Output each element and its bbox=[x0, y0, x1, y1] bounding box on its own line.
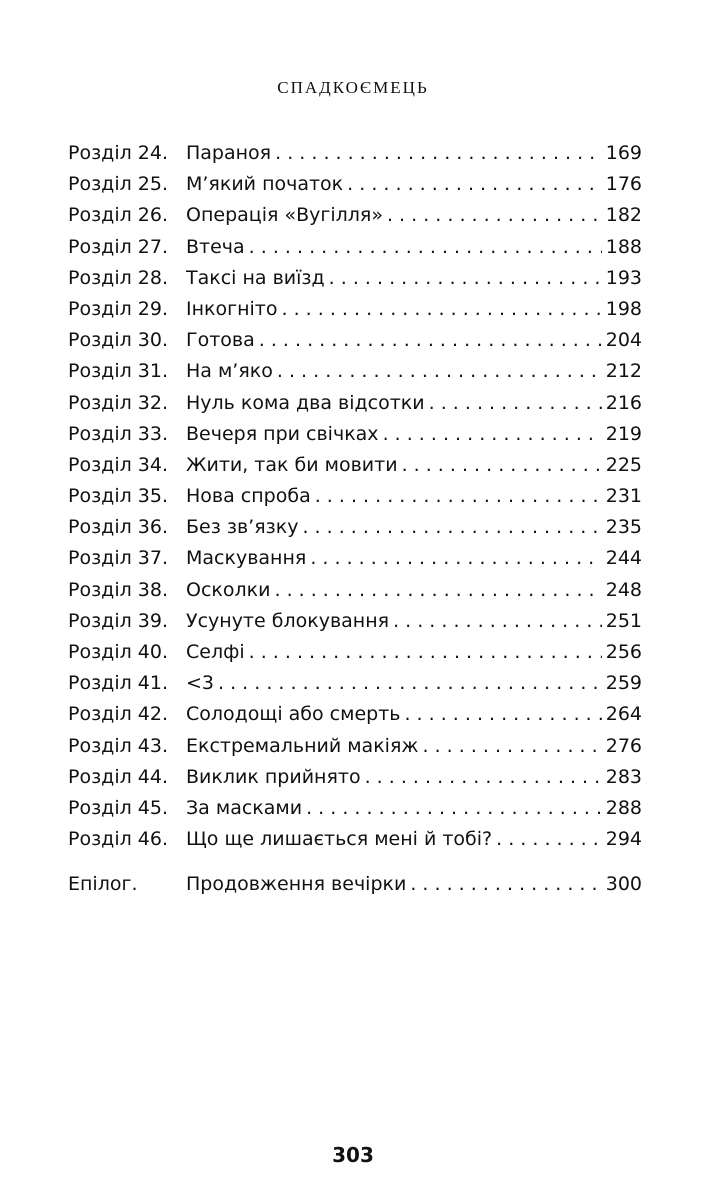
toc-entry bbox=[68, 360, 642, 391]
dot-leader bbox=[410, 873, 601, 895]
dot-leader bbox=[277, 360, 602, 382]
dot-leader bbox=[274, 579, 601, 601]
toc-entry-title: Нова спроба bbox=[186, 485, 311, 508]
toc-entry-label: Розділ 37. bbox=[68, 547, 169, 570]
toc-entry bbox=[68, 828, 642, 859]
toc-entry-label: Розділ 31. bbox=[68, 360, 169, 383]
toc-entry-label: Розділ 46. bbox=[68, 828, 169, 851]
toc-entry bbox=[68, 797, 642, 828]
toc-entry-label: Розділ 28. bbox=[68, 266, 169, 289]
toc-entry-title: М’який початок bbox=[186, 173, 344, 196]
toc-entry-page: 300 bbox=[605, 873, 642, 896]
toc-entry-page: 294 bbox=[605, 828, 642, 851]
toc-entry-page: 212 bbox=[605, 360, 642, 383]
toc-entry-title: Вечеря при свічках bbox=[186, 422, 379, 445]
toc-entry bbox=[68, 236, 642, 267]
toc-entry-title: Операція «Вугілля» bbox=[186, 204, 383, 227]
dot-leader bbox=[259, 329, 602, 351]
toc-entry bbox=[68, 579, 642, 610]
toc-entry-title: Продовження вечірки bbox=[186, 873, 407, 896]
toc-entry-title: Осколки bbox=[186, 578, 271, 601]
toc-entry-label: Розділ 25. bbox=[68, 173, 169, 196]
toc-entry-epilogue bbox=[68, 873, 642, 904]
toc-entry-title: <3 bbox=[186, 672, 215, 695]
toc-entry-title: Без зв’язку bbox=[186, 516, 299, 539]
toc-entry bbox=[68, 766, 642, 797]
dot-leader bbox=[347, 173, 602, 195]
toc-entry bbox=[68, 516, 642, 547]
toc-entry-label: Розділ 39. bbox=[68, 609, 169, 632]
toc-entry-page: 276 bbox=[605, 734, 642, 757]
toc-entry bbox=[68, 392, 642, 423]
toc-entry-title: Маскування bbox=[186, 547, 307, 570]
toc-entry-label: Розділ 44. bbox=[68, 765, 169, 788]
toc-entry-label: Розділ 45. bbox=[68, 796, 169, 819]
toc-entry-label: Розділ 24. bbox=[68, 142, 169, 164]
toc-entry-title: Екстремальний макіяж bbox=[186, 734, 419, 757]
toc-entry bbox=[68, 267, 642, 298]
toc-entry bbox=[68, 672, 642, 703]
toc-entry-page: 225 bbox=[605, 453, 642, 476]
toc-entry-title: Таксі на виїзд bbox=[186, 266, 325, 289]
dot-leader bbox=[282, 298, 602, 320]
dot-leader bbox=[404, 703, 601, 725]
page-number: 303 bbox=[332, 1143, 374, 1167]
dot-leader bbox=[249, 641, 602, 663]
toc-entry bbox=[68, 641, 642, 672]
dot-leader bbox=[393, 610, 602, 632]
toc-entry-title: На м’яко bbox=[186, 360, 273, 383]
toc-entry-page: 169 bbox=[605, 142, 642, 164]
toc-entry-page: 176 bbox=[605, 173, 642, 196]
toc-entry-title: Готова bbox=[186, 329, 255, 352]
toc-entry-label: Розділ 41. bbox=[68, 672, 169, 695]
toc-entry-title: Що ще лишається мені й тобі? bbox=[186, 828, 493, 851]
toc-entry bbox=[68, 204, 642, 235]
toc-entry-label: Епілог. bbox=[68, 873, 138, 896]
toc-entry-label: Розділ 32. bbox=[68, 391, 169, 414]
toc-entry-label: Розділ 43. bbox=[68, 734, 169, 757]
toc-entry-title: Втеча bbox=[186, 235, 245, 258]
dot-leader bbox=[218, 672, 602, 694]
dot-leader bbox=[275, 142, 602, 164]
dot-leader bbox=[315, 485, 602, 507]
toc-entry bbox=[68, 735, 642, 766]
dot-leader bbox=[329, 267, 602, 289]
table-of-contents bbox=[68, 142, 642, 905]
toc-entry bbox=[68, 703, 642, 734]
toc-entry-label: Розділ 36. bbox=[68, 516, 169, 539]
toc-entry-label: Розділ 33. bbox=[68, 422, 169, 445]
toc-entry-page: 256 bbox=[605, 641, 642, 663]
toc-entry-label: Розділ 26. bbox=[68, 204, 169, 227]
toc-entry-label: Розділ 35. bbox=[68, 485, 169, 508]
dot-leader bbox=[249, 236, 602, 258]
toc-entry-title: Нуль кома два відсотки bbox=[186, 391, 425, 414]
dot-leader bbox=[429, 392, 602, 414]
running-head: СПАДКОЄМЕЦЬ bbox=[277, 78, 429, 97]
dot-leader bbox=[306, 797, 602, 819]
toc-entry-page: 188 bbox=[605, 235, 642, 258]
toc-entry-page: 216 bbox=[605, 391, 642, 414]
toc-entry bbox=[68, 547, 642, 578]
toc-entry-page: 235 bbox=[605, 516, 642, 539]
toc-entry-page: 193 bbox=[605, 266, 642, 289]
dot-leader bbox=[423, 735, 602, 757]
dot-leader bbox=[383, 423, 602, 445]
toc-entry-page: 251 bbox=[605, 609, 642, 632]
toc-entry-page: 264 bbox=[605, 703, 642, 726]
dot-leader bbox=[302, 516, 601, 538]
toc-entry-title: Параноя bbox=[186, 142, 272, 164]
toc-entry-title: Усунуте блокування bbox=[186, 609, 390, 632]
toc-entry-page: 182 bbox=[605, 204, 642, 227]
toc-entry bbox=[68, 173, 642, 204]
toc-entry-label: Розділ 27. bbox=[68, 235, 169, 258]
toc-entry-page: 244 bbox=[605, 547, 642, 570]
toc-entry-label: Розділ 38. bbox=[68, 578, 169, 601]
toc-entry-label: Розділ 42. bbox=[68, 703, 169, 726]
toc-entry-label: Розділ 34. bbox=[68, 453, 169, 476]
toc-entry-label: Розділ 40. bbox=[68, 641, 169, 663]
toc-entry-title: За масками bbox=[186, 796, 303, 819]
toc-entry bbox=[68, 423, 642, 454]
toc-entry-title: Солодощі або смерть bbox=[186, 703, 401, 726]
dot-leader bbox=[402, 454, 602, 476]
dot-leader bbox=[496, 828, 602, 850]
dot-leader bbox=[365, 766, 602, 788]
toc-entry bbox=[68, 610, 642, 641]
toc-entry-title: Виклик прийнято bbox=[186, 765, 361, 788]
toc-entry-page: 283 bbox=[605, 765, 642, 788]
toc-entry-page: 259 bbox=[605, 672, 642, 695]
toc-entry bbox=[68, 298, 642, 329]
toc-entry-page: 198 bbox=[605, 297, 642, 320]
toc-entry-page: 204 bbox=[605, 329, 642, 352]
toc-entries bbox=[68, 142, 642, 859]
toc-entry-title: Жити, так би мовити bbox=[186, 453, 398, 476]
toc-entry-title: Селфі bbox=[186, 641, 245, 663]
toc-entry-label: Розділ 30. bbox=[68, 329, 169, 352]
toc-entry-page: 231 bbox=[605, 485, 642, 508]
toc-entry bbox=[68, 142, 642, 173]
toc-entry-page: 219 bbox=[605, 422, 642, 445]
toc-entry bbox=[68, 485, 642, 516]
toc-entry-title: Інкогніто bbox=[186, 297, 278, 320]
toc-entry bbox=[68, 454, 642, 485]
dot-leader bbox=[310, 547, 601, 569]
toc-entry-page: 288 bbox=[605, 796, 642, 819]
toc-entry-label: Розділ 29. bbox=[68, 297, 169, 320]
toc-entry bbox=[68, 329, 642, 360]
toc-entry-page: 248 bbox=[605, 578, 642, 601]
dot-leader bbox=[387, 204, 602, 226]
